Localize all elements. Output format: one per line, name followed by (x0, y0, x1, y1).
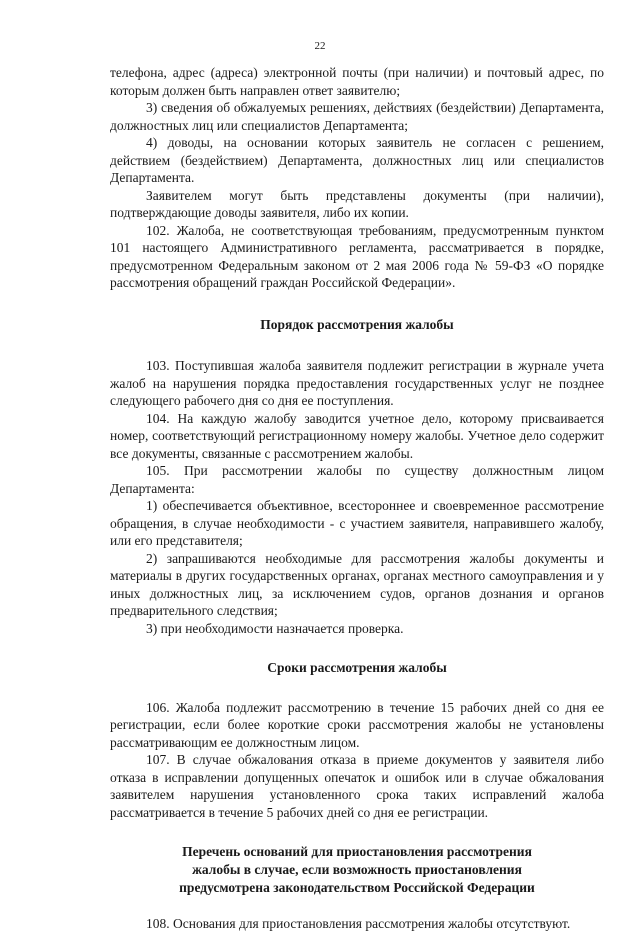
paragraph: 104. На каждую жалобу заводится учетное дело, которому присваивается номер, соответствующий регистрационному номеру жалобы. Учетное дело содержит все документы, связанные с рассмотрением жалобы. (110, 410, 604, 461)
section-heading: Сроки рассмотрения жалобы (267, 660, 447, 675)
paragraph: Заявителем могут быть представлены документы (при наличии), подтверждающие доводы заявителя, либо их копии. (110, 187, 604, 220)
paragraph: 3) сведения об обжалуемых решениях, действиях (бездействии) Департамента, должностных лиц или специалистов Департамента; (110, 100, 604, 133)
heading-line: Перечень оснований для приостановления рассмотрения (182, 844, 532, 859)
section-heading: Порядок рассмотрения жалобы (260, 316, 454, 332)
paragraph: 102. Жалоба, не соответствующая требованиям, предусмотренным пунктом 101 настоящего Административного регламента, рассматривается в порядке, предусмотренном Федеральным законом от 2 мая 2006 года № 59-ФЗ «О порядке рассмотрения обращений граждан Российской Федерации». (110, 222, 604, 290)
paragraph: 105. При рассмотрении жалобы по существу должностным лицом Департамента: (110, 463, 604, 496)
paragraph: 103. Поступившая жалоба заявителя подлежит регистрации в журнале учета жалоб на нарушения порядка предоставления государственных услуг не позднее следующего рабочего дня со дня ее поступления. (110, 358, 604, 408)
paragraph: 4) доводы, на основании которых заявитель не согласен с решением, действием (бездействием) Департамента, должностных лиц или специалистов Департамента. (110, 135, 604, 185)
document-body (110, 64, 604, 933)
paragraph: 107. В случае обжалования отказа в приеме документов у заявителя либо отказа в исправлении допущенных опечаток и ошибок или в случае обжалования заявителем нарушения установленного срока таких исправлений жалоба рассматривается в течение 5 рабочих дней со дня ее регистрации. (110, 752, 604, 820)
paragraph: 108. Основания для приостановления рассмотрения жалобы отсутствуют. (146, 916, 571, 931)
heading-line: жалобы в случае, если возможность приостановления (192, 862, 522, 877)
heading-line: предусмотрена законодательством Российской Федерации (179, 880, 535, 895)
paragraph: 2) запрашиваются необходимые для рассмотрения жалобы документы и материалы в других государственных органах, органах местного самоуправления и у иных должностных лиц, за исключением судов, органов дознания и органов предварительного следствия; (110, 550, 604, 618)
paragraph: телефона, адрес (адреса) электронной почты (при наличии) и почтовый адрес, по которым должен быть направлен ответ заявителю; (110, 65, 604, 98)
paragraph: 1) обеспечивается объективное, всестороннее и своевременное рассмотрение обращения, в случае необходимости - с участием заявителя, направившего жалобу, или его представителя; (110, 498, 604, 548)
paragraph: 3) при необходимости назначается проверка. (146, 620, 404, 636)
page-number: 22 (314, 40, 326, 52)
section-heading (110, 843, 604, 897)
paragraph: 106. Жалоба подлежит рассмотрению в течение 15 рабочих дней со дня ее регистрации, если более короткие сроки рассмотрения жалобы не установлены рассматривающим ее должностным лицом. (110, 699, 604, 750)
